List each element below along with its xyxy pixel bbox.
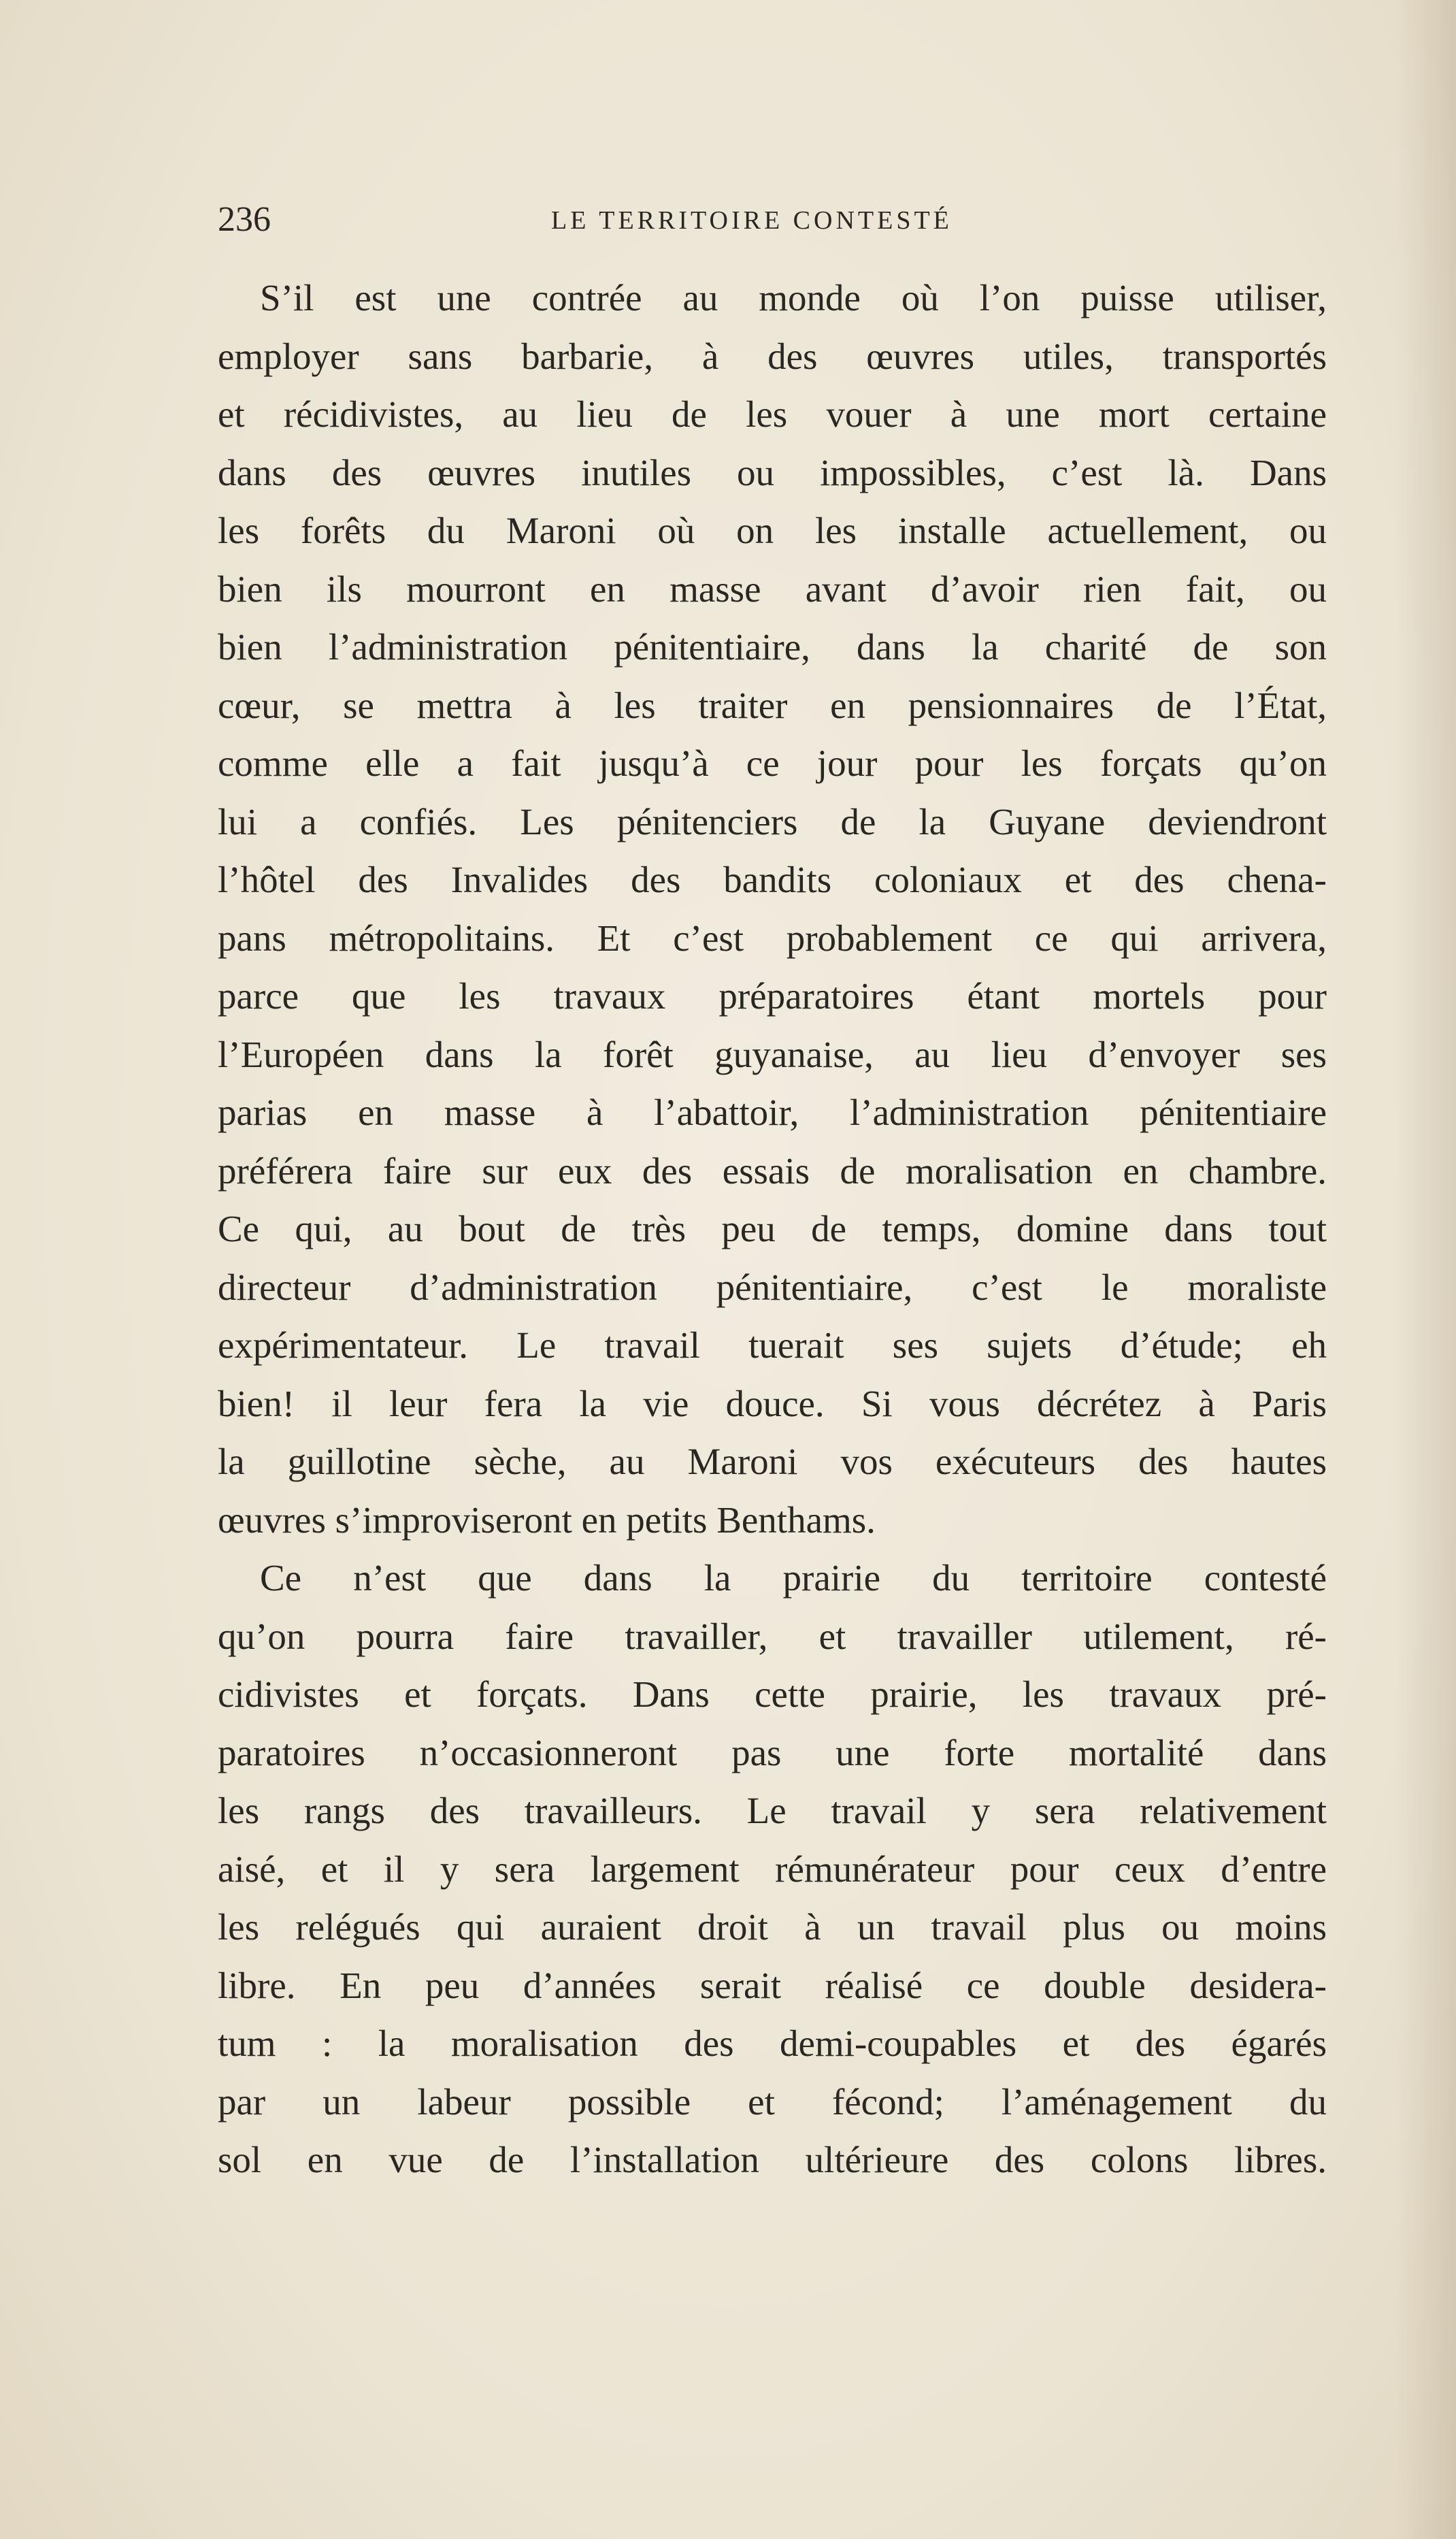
text-line: tum : la moralisation des demi-coupables et des égarés — [218, 2022, 1327, 2064]
text-line: l’Européen dans la forêt guyanaise, au lieu d’envoyer ses — [218, 1033, 1327, 1075]
text-line: dans des œuvres inutiles ou impossibles, c’est là. Dans — [218, 451, 1327, 493]
text-line: comme elle a fait jusqu’à ce jour pour les forçats qu’on — [218, 742, 1327, 784]
paragraph-2 — [218, 1549, 1327, 2189]
text-line: S’il est une contrée au monde où l’on puisse utiliser, — [260, 277, 1327, 318]
text-line: cœur, se mettra à les traiter en pensionnaires de l’État, — [218, 684, 1327, 726]
text-line: les relégués qui auraient droit à un travail plus ou moins — [218, 1906, 1327, 1948]
text-line: parias en masse à l’abattoir, l’administration pénitentiaire — [218, 1092, 1327, 1133]
text-line: aisé, et il y sera largement rémunérateur pour ceux d’entre — [218, 1848, 1327, 1890]
text-line: expérimentateur. Le travail tuerait ses sujets d’étude; eh — [218, 1324, 1327, 1366]
text-line: l’hôtel des Invalides des bandits coloniaux et des chena- — [218, 859, 1327, 900]
text-line: employer sans barbarie, à des œuvres utiles, transportés — [218, 335, 1327, 377]
body-text — [218, 269, 1327, 2189]
text-line: par un labeur possible et fécond; l’aménagement du — [218, 2080, 1327, 2123]
page-edge-shadow — [1395, 0, 1456, 2539]
paragraph-1 — [218, 269, 1327, 1549]
text-line: préférera faire sur eux des essais de moralisation en chambre. — [218, 1149, 1327, 1192]
text-line: parce que les travaux préparatoires étant mortels pour — [218, 975, 1327, 1017]
text-line: œuvres s’improviseront en petits Benthams. — [218, 1498, 876, 1541]
text-line: bien l’administration pénitentiaire, dans la charité de son — [218, 626, 1327, 668]
running-head: LE TERRITOIRE CONTESTÉ — [551, 206, 953, 235]
text-line: bien ils mourront en masse avant d’avoir rien fait, ou — [218, 568, 1327, 610]
text-line: les rangs des travailleurs. Le travail y sera relativement — [218, 1790, 1327, 1831]
text-line: et récidivistes, au lieu de les vouer à une mort certaine — [218, 393, 1327, 435]
text-line: Ce qui, au bout de très peu de temps, domine dans tout — [218, 1208, 1327, 1249]
text-line: Ce n’est que dans la prairie du territoire contesté — [260, 1557, 1327, 1599]
text-line: les forêts du Maroni où on les installe actuellement, ou — [218, 510, 1327, 551]
text-line: directeur d’administration pénitentiaire, c’est le moraliste — [218, 1266, 1327, 1308]
text-line: pans métropolitains. Et c’est probablement ce qui arrivera, — [218, 917, 1327, 959]
text-line: bien! il leur fera la vie douce. Si vous décrétez à Paris — [218, 1382, 1327, 1424]
text-line: qu’on pourra faire travailler, et travailler utilement, ré- — [218, 1615, 1327, 1657]
page-header — [218, 196, 1327, 244]
text-line: paratoires n’occasionneront pas une forte mortalité dans — [218, 1731, 1327, 1773]
page-number: 236 — [218, 200, 271, 239]
text-line: lui a confiés. Les pénitenciers de la Guyane deviendront — [218, 800, 1327, 842]
text-line: libre. En peu d’années serait réalisé ce double desidera- — [218, 1964, 1327, 2006]
text-line: cidivistes et forçats. Dans cette prairie, les travaux pré- — [218, 1673, 1327, 1715]
text-line: sol en vue de l’installation ultérieure des colons libres. — [218, 2139, 1327, 2180]
text-line: la guillotine sèche, au Maroni vos exécuteurs des hautes — [218, 1441, 1327, 1482]
